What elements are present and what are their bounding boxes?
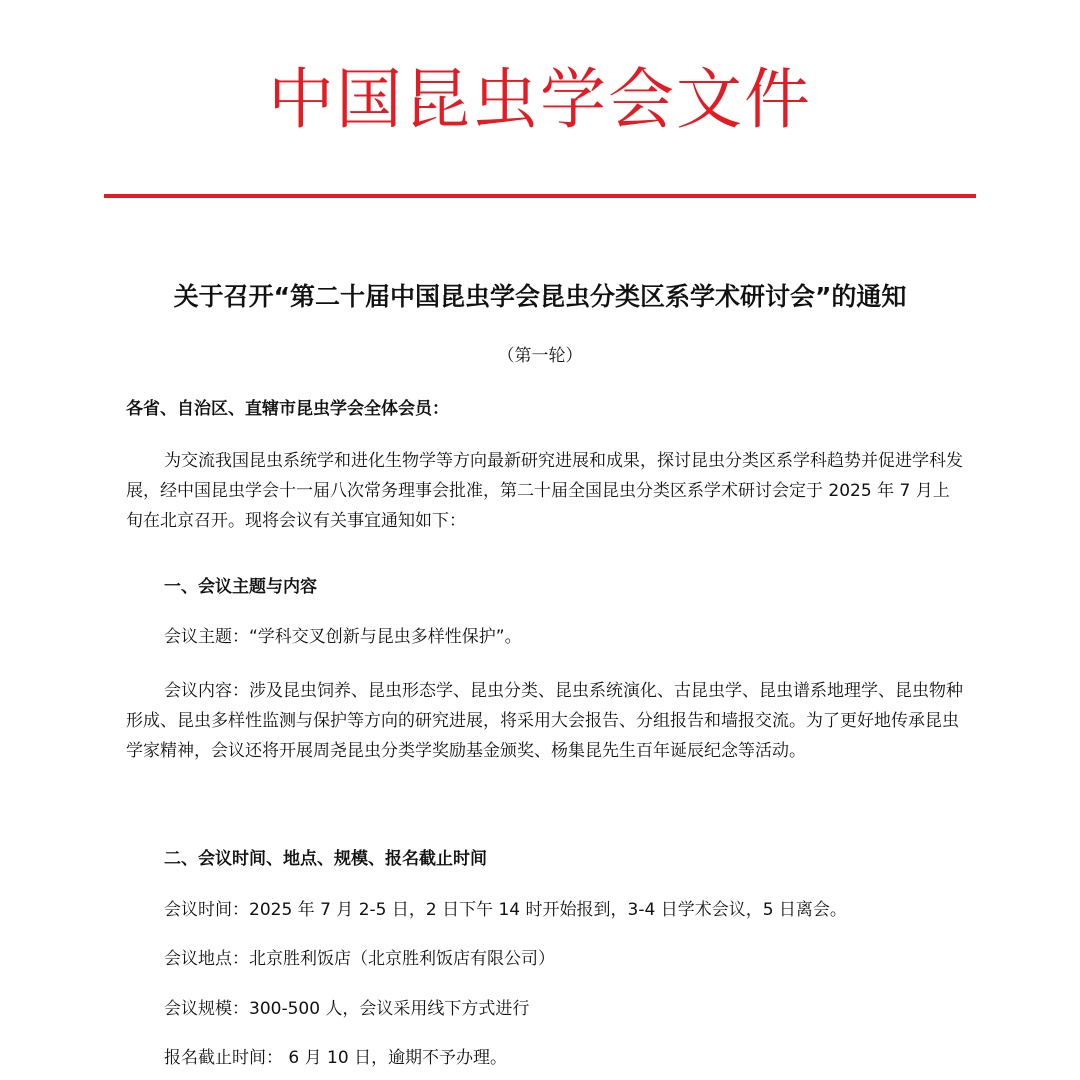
- letterhead-title: 中国昆虫学会文件: [268, 61, 812, 138]
- intro-paragraph: 为交流我国昆虫系统学和进化生物学等方向最新研究进展和成果，探讨昆虫分类区系学科趋势并促进学科发展，经中国昆虫学会十一届八次常务理事会批准，第二十届全国昆虫分类区系学术研讨会定于 2025 年 7 月上旬在北京召开。现将会议有关事宜通知如下：: [126, 451, 963, 531]
- meeting-scale: 会议规模：300-500 人，会议采用线下方式进行: [164, 999, 530, 1019]
- meeting-time: 会议时间：2025 年 7 月 2-5 日，2 日下午 14 时开始报到，3-4 日学术会议，5 日离会。: [164, 900, 847, 920]
- addressee: 各省、自治区、直辖市昆虫学会全体会员：: [126, 399, 449, 419]
- section2-heading: 二、会议时间、地点、规模、报名截止时间: [164, 849, 487, 869]
- section1-heading: 一、会议主题与内容: [164, 577, 317, 597]
- meeting-place: 会议地点：北京胜利饭店（北京胜利饭店有限公司）: [164, 949, 555, 969]
- letterhead-divider: [104, 194, 976, 198]
- notice-round: （第一轮）: [497, 346, 583, 366]
- meeting-content: 会议内容：涉及昆虫饲养、昆虫形态学、昆虫分类、昆虫系统演化、古昆虫学、昆虫谱系地理学、昆虫物种形成、昆虫多样性监测与保护等方向的研究进展，将采用大会报告、分组报告和墙报交流。为了更好地传承昆虫学家精神，会议还将开展周尧昆虫分类学奖励基金颁奖、杨集昆先生百年诞辰纪念等活动。: [126, 681, 963, 761]
- registration-deadline: 报名截止时间： 6 月 10 日，逾期不予办理。: [164, 1048, 508, 1068]
- meeting-theme: 会议主题：“学科交叉创新与昆虫多样性保护”。: [164, 627, 522, 647]
- notice-title: 关于召开“第二十届中国昆虫学会昆虫分类区系学术研讨会”的通知: [173, 282, 907, 311]
